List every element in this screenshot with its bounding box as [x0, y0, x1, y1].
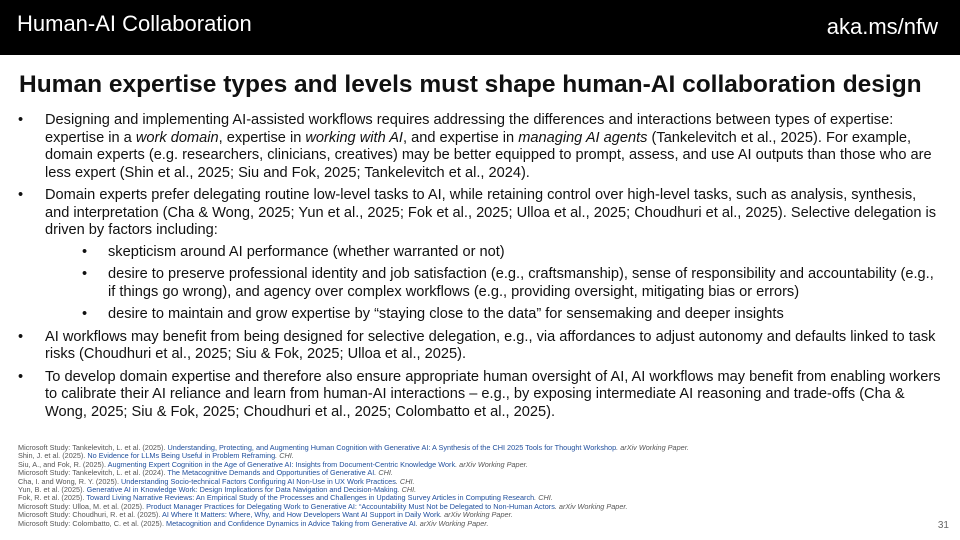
sub-bullet-identity: • desire to preserve professional identity and job satisfaction (e.g., craftsmanship), sense of responsibility and accountability (e.g., if things go wrong), and agency over complex workflows (e.g., providing oversight, mitigating bias or errors): [45, 266, 943, 301]
page-number: 31: [937, 520, 949, 531]
reference-link[interactable]: No Evidence for LLMs Being Useful in Problem Reframing: [87, 452, 276, 461]
bullet-list: [18, 112, 943, 421]
short-link[interactable]: aka.ms/nfw: [826, 14, 938, 39]
reference-item: Yun, B. et al. (2025). Generative AI in Knowledge Work: Design Implications for Data Navigation and Decision-Making. CHI.: [18, 486, 417, 495]
sub-bullet-skepticism: • skepticism around AI performance (whether warranted or not): [45, 244, 943, 262]
reference-item: Cha, I. and Wong, R. Y. (2025). Understanding Socio-technical Factors Configuring AI Non-Use in UX Work Practices. CHI.: [18, 477, 415, 486]
bullet-expertise-types: • Designing and implementing AI-assisted workflows requires addressing the differences and interactions between types of expertise: expertise in a work domain, expertise in working with AI, and expertise in managing AI agents (Tankelevitch et al., 2025). For example, domain experts (e.g. researchers, clinicians, creatives) may be better equipped to prompt, assess, and use AI outputs than those who are less expert (Shin et al., 2025; Siu and Fok, 2025; Tankelevitch et al., 2024).: [18, 112, 943, 182]
references: [18, 444, 918, 528]
reference-item: Microsoft Study: Ulloa, M. et al. (2025). Product Manager Practices for Delegating Work to Generative AI: “Accountability Must Not be Delegated to Non-Human Actors. arXiv Working Paper.: [18, 502, 628, 511]
reference-item: Microsoft Study: Colombatto, C. et al. (2025). Metacognition and Confidence Dynamics in Advice Taking from Generative AI. arXiv Working Paper.: [18, 519, 489, 528]
reference-item: Siu, A., and Fok, R. (2025). Augmenting Expert Cognition in the Age of Generative AI: Insights from Document-Centric Knowledge Work. arXiv Working Paper.: [18, 460, 528, 469]
bullet-selective-delegation: • Domain experts prefer delegating routine low-level tasks to AI, while retaining control over high-level tasks, such as analysis, synthesis, and interpretation (Cha & Wong, 2025; Yun et al., 2025; Fok et al., 2025; Ulloa et al., 2025; Choudhuri et al., 2025). Selective delegation is driven by factors including: • skepticism around AI performance (whether warranted or not) • desire to preserve professional identity and job satisfaction (e.g., craftsmanship), sense of responsibility and accountability (e.g., if things go wrong), and agency over complex workflows (e.g., providing oversight, mitigating bias or errors) • desire to maintain and grow expertise by “staying close to the data” for sensemaking and deeper insights: [18, 187, 943, 324]
reference-link[interactable]: Metacognition and Confidence Dynamics in Advice Taking from Generative AI: [166, 519, 416, 528]
reference-link[interactable]: The Metacognitive Demands and Opportunities of Generative AI: [167, 469, 375, 478]
reference-item: Microsoft Study: Tankelevitch, L. et al. (2024). The Metacognitive Demands and Opportunities of Generative AI. CHI.: [18, 469, 393, 478]
reference-link[interactable]: Understanding Socio-technical Factors Configuring AI Non-Use in UX Work Practices: [121, 477, 396, 486]
reference-item: Shin, J. et al. (2025). No Evidence for LLMs Being Useful in Problem Reframing. CHI.: [18, 452, 294, 461]
slide-title: Human expertise types and levels must shape human-AI collaboration design: [19, 71, 922, 98]
reference-link[interactable]: AI Where It Matters: Where, Why, and How Developers Want AI Support in Daily Work: [161, 511, 441, 520]
reference-item: Microsoft Study: Choudhuri, R. et al. (2025). AI Where It Matters: Where, Why, and How Developers Want AI Support in Daily Work. arXiv Working Paper.: [18, 511, 513, 520]
reference-link[interactable]: Understanding, Protecting, and Augmenting Human Cognition with Generative AI: A Synthesis of the CHI 2025 Tools for Thought Workshop: [167, 444, 617, 452]
slide-body: [18, 112, 943, 426]
reference-item: Fok, R. et al. (2025). Toward Living Narrative Reviews: An Empirical Study of the Processes and Challenges in Updating Survey Articles in Computing Research. CHI.: [18, 494, 553, 503]
reference-link[interactable]: Toward Living Narrative Reviews: An Empirical Study of the Processes and Challenges in Updating Survey Articles in Computing Research: [86, 494, 535, 503]
reference-link[interactable]: Product Manager Practices for Delegating Work to Generative AI: “Accountability Must Not be Delegated to Non-Human Actors: [146, 502, 555, 511]
section-title: Human-AI Collaboration: [17, 11, 252, 36]
sub-bullet-list: [45, 244, 943, 324]
reference-item: Microsoft Study: Tankelevitch, L. et al. (2025). Understanding, Protecting, and Augmenting Human Cognition with Generative AI: A Synthesis of the CHI 2025 Tools for Thought Workshop. arXiv Working Paper.: [18, 444, 689, 452]
sub-bullet-expertise-growth: • desire to maintain and grow expertise by “staying close to the data” for sensemaking and deeper insights: [45, 306, 943, 324]
reference-link[interactable]: Augmenting Expert Cognition in the Age of Generative AI: Insights from Document-Centric Knowledge Work: [107, 460, 456, 469]
bullet-workflow-design: • AI workflows may benefit from being designed for selective delegation, e.g., via affordances to adjust autonomy and defaults linked to task risks (Choudhuri et al., 2025; Siu & Fok, 2025; Ulloa et al., 2025).: [18, 329, 943, 364]
bullet-oversight: • To develop domain expertise and therefore also ensure appropriate human oversight of AI, AI workflows may benefit from enabling workers to calibrate their AI reliance and learn from human-AI interactions – e.g., by exposing intermediate AI reasoning and trade-offs (Cha & Wong, 2025; Siu & Fok, 2025; Choudhuri et al., 2025; Colombatto et al., 2025).: [18, 369, 943, 422]
header-bar: [0, 0, 960, 55]
reference-link[interactable]: Generative AI in Knowledge Work: Design Implications for Data Navigation and Decision-Making: [86, 486, 398, 495]
